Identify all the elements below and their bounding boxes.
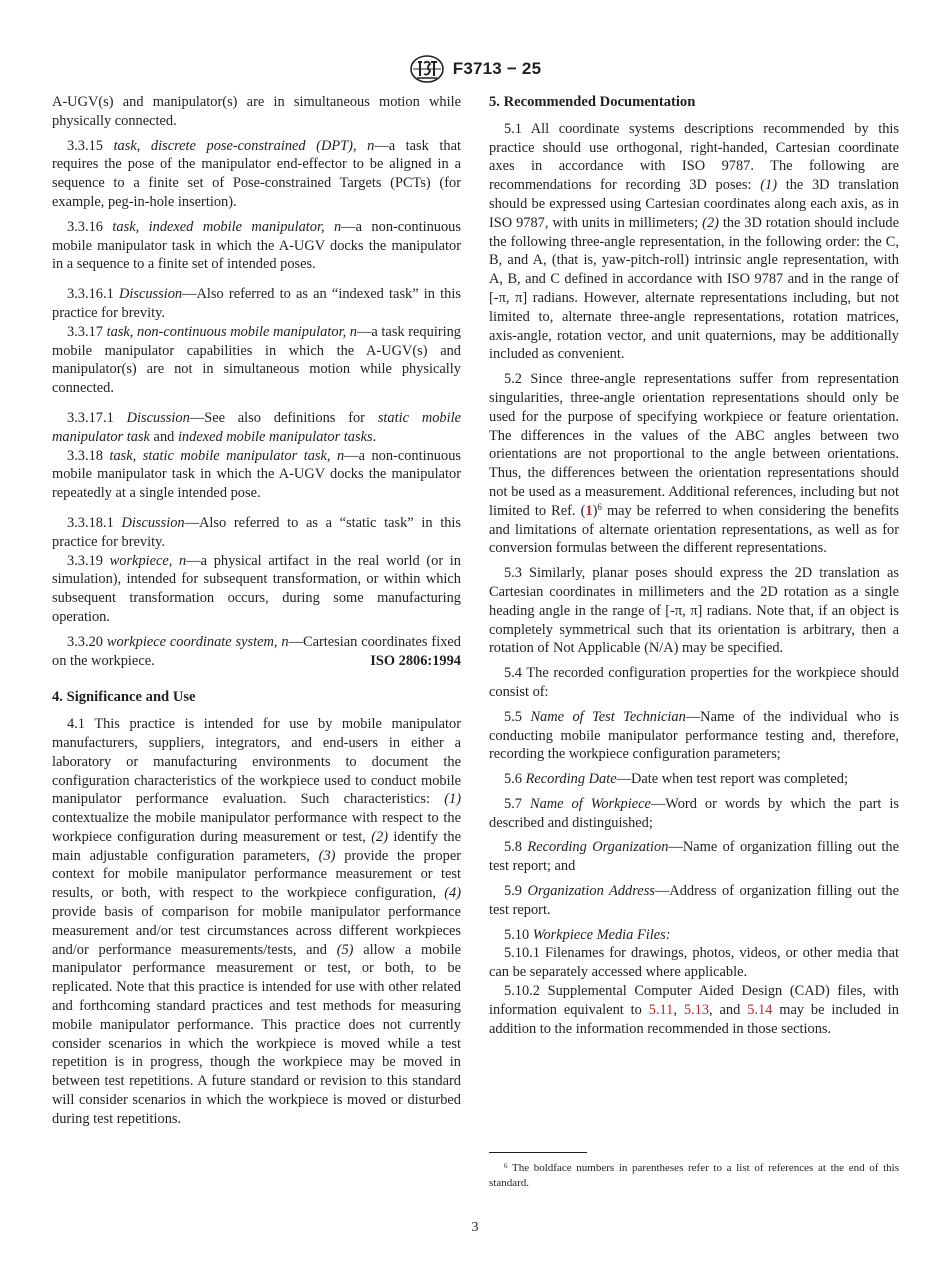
section-number: 5.2 — [504, 371, 522, 388]
footnote — [489, 1161, 899, 1191]
discussion-text: —See also definitions for — [189, 409, 378, 426]
paragraph-5-4 — [489, 664, 899, 702]
term: task, non-continuous mobile manipulator, n — [106, 323, 358, 340]
paragraph-continued: A-UGV(s) and manipulator(s) are in simultaneous motion while physically connected. — [52, 94, 461, 129]
enum-marker: (1) — [444, 791, 461, 808]
text-run: —Date when test report was completed; — [616, 771, 848, 788]
paragraph-5-3 — [489, 564, 899, 658]
definition-3-3-17 — [52, 323, 461, 398]
paragraph-4-1 — [52, 715, 461, 1129]
term: task, discrete pose-constrained (DPT), n — [113, 137, 375, 154]
section-number: 3.3.16.1 — [67, 286, 114, 303]
discussion-label: Discussion — [126, 409, 190, 426]
text-run: Similarly, planar poses should express the 2D translation as Cartesian coordinates in millimeters and the 2D rotation as a single heading angle in the range of [-π, π] radians. Note that, if an object is completely symmetrical such that its orientation is arbitrary, then a rotation of Not Applicable (N/A) may be specified. — [489, 565, 899, 657]
term: workpiece, n — [109, 552, 187, 569]
section-number: 3.3.15 — [67, 137, 103, 154]
discussion-text: —Also referred to as an “indexed task” in this practice for brevity. — [52, 286, 461, 321]
text-run: Since three-angle representations suffer from representation singularities, three-angle orientation representations should only be used for the purpose of specifying workpiece or feature orientation. The differences in the values of the ABC angles between two orientations are not proportional to the angle between orientations. Thus, the differences between the orientation representations should not be used as a measurement. Additional references, including but not limited to Ref. — [489, 371, 899, 519]
text-run: provide basis of comparison for mobile manipulator performance measurement and/or test circumstances across different workpieces and/or performance measurements/tests, and — [52, 904, 461, 958]
right-column — [489, 93, 899, 1038]
definition-text: —a physical artifact in the real world (or in simulation), intended for subsequent transformation, or within which subsequent transformation occurs, during some manufacturing operation. — [52, 552, 461, 625]
section-number: 5.6 — [504, 771, 522, 788]
definition-text: —a task requiring mobile manipulator capabilities in which the A-UGV(s) and manipulator(s) are not in simultaneous motion while physically connected. — [52, 323, 461, 397]
enum-marker: (1) — [760, 177, 778, 194]
discussion-3-3-16-1 — [52, 285, 461, 323]
section-number: 3.3.18 — [67, 447, 103, 464]
section-number: 5.10 — [504, 926, 530, 943]
paragraph-5-5 — [489, 708, 899, 764]
term: Recording Date — [525, 771, 617, 788]
definition-text: —Cartesian coordinates fixed on the workpiece. — [52, 633, 461, 669]
section-number: 5.10.2 — [504, 983, 540, 1000]
section-number: 3.3.20 — [67, 633, 103, 650]
enum-marker: (2) — [702, 214, 719, 231]
text-run: the 3D translation should be expressed using Cartesian coordinates along each axis, as in ISO 9787, with units in millimeters; — [489, 177, 899, 231]
section-number: 3.3.19 — [67, 552, 103, 569]
left-column — [52, 93, 461, 1129]
section-number: 3.3.17 — [67, 323, 103, 340]
discussion-text: . — [372, 428, 377, 445]
footnote-number: 6 — [504, 1162, 508, 1170]
footnote-marker[interactable]: 6 — [597, 501, 602, 512]
term: Name of Test Technician — [530, 708, 686, 725]
section-number: 5.7 — [504, 795, 522, 812]
section-number: 5.1 — [504, 120, 522, 137]
text-run: provide the proper context for mobile manipulator performance measurement or test results, or both, with respect to the workpiece configuration, — [52, 847, 461, 902]
term: Organization Address — [527, 883, 655, 900]
paragraph-5-10-2 — [489, 982, 899, 1038]
text-run: Supplemental Computer Aided Design (CAD) files, with information equivalent to — [489, 983, 899, 1018]
text-run: allow a mobile manipulator performance measurement or test, or both, to be replicated. Note that this practice is intended for use with other related and forthcoming standard practices and test methods for measuring mobile manipulator performance. This practice does not currently consider scenarios in which the workpiece is moved while a test repetition is in progress, though the workpiece may be moved in between test repetitions. A future standard or revision to this standard will consider scenarios in which the workpiece is moved or disturbed during test repetitions. — [52, 941, 461, 1127]
section-heading-4: 4. Significance and Use — [52, 689, 196, 706]
term: task, static mobile manipulator task, n — [109, 447, 345, 464]
page-number: 3 — [471, 1220, 479, 1235]
text-run: The recorded configuration properties for the workpiece should consist of: — [489, 665, 899, 700]
enum-marker: (2) — [371, 828, 389, 845]
standard-reference: ISO 2806:1994 — [370, 652, 461, 669]
definition-text: —a non-continuous mobile manipulator task in which the A-UGV docks the manipulator repeatedly at a single intended pose. — [52, 447, 461, 502]
section-heading-5: 5. Recommended Documentation — [489, 94, 696, 110]
section-number: 3.3.17.1 — [67, 409, 114, 426]
section-number: 3.3.18.1 — [67, 514, 114, 531]
definition-text: —a task that requires the pose of the manipulator end-effector to be aligned in a sequence to a finite set of Pose-constrained Targets (PCTs) (for example, peg-in-hole insertion). — [52, 137, 462, 210]
section-number: 4.1 — [67, 716, 85, 733]
page-header — [0, 52, 950, 86]
enum-marker: (3) — [318, 847, 336, 864]
paragraph-5-9 — [489, 882, 899, 920]
discussion-3-3-18-1 — [52, 514, 461, 552]
text-run: identify the main adjustable configuration parameters, — [52, 828, 461, 864]
term: Name of Workpiece — [529, 795, 651, 812]
discussion-3-3-17-1 — [52, 409, 461, 447]
discussion-label: Discussion — [118, 286, 183, 303]
definition-3-3-16 — [52, 218, 461, 274]
section-number: 5.4 — [504, 665, 522, 682]
text-run: —Address of organization filling out the test report. — [489, 883, 899, 918]
text-run: This practice is intended for use by mobile manipulator manufacturers, suppliers, integrators, and end-users in either a laboratory or manufacturing environments to document the configuration characteristics of the workpiece used to conduct mobile manipulator performance evaluation. Such characteristics: — [52, 716, 461, 808]
term: Workpiece Media Files: — [532, 926, 671, 943]
term: workpiece coordinate system, n — [106, 633, 289, 650]
section-number: 5.9 — [504, 883, 522, 900]
section-number: 5.5 — [504, 708, 522, 725]
footnote-divider — [489, 1152, 587, 1153]
definition-text: —a non-continuous mobile manipulator task in which the A-UGV docks the manipulator in a sequence to a finite set of intended poses. — [52, 218, 461, 273]
paragraph-5-8 — [489, 838, 899, 876]
section-link-5-13[interactable]: 5.13 — [683, 1001, 710, 1018]
section-number: 5.8 — [504, 839, 522, 856]
footnote-text: The boldface numbers in parentheses refer to a list of references at the end of this standard. — [489, 1162, 899, 1189]
paragraph-5-7 — [489, 795, 899, 833]
text-run: —Word or words by which the part is described and distinguished; — [489, 795, 899, 831]
text-run: , and — [709, 1001, 748, 1018]
text-run: may be included in addition to the information recommended in those sections. — [489, 1001, 899, 1037]
section-number: 3.3.16 — [67, 218, 103, 235]
definition-3-3-15 — [52, 137, 461, 212]
section-number: 5.10.1 — [504, 945, 540, 962]
term: task, indexed mobile manipulator, n — [112, 218, 342, 235]
section-link-5-14[interactable]: 5.14 — [747, 1001, 773, 1018]
definition-3-3-18 — [52, 447, 461, 503]
paragraph-5-2: 5.2 Since three-angle representations suffer from representation singularities, three-angle orientation representations should only be used for the purpose of specifying workpiece or feature orientation. The differences in the values of the ABC angles between two orientations are not proportional to the angle between orientations. Thus, the differences between the orientation representations should not be used as a measurement. Additional references, including but not limited to Ref. $(1)^6$ may be referred to when considering the benefits and limitations of alternate orientation representations, as well as for conversion formulas between the different representations. — [489, 371, 899, 557]
text-run: —Name of the individual who is conducting mobile manipulator performance testing and, therefore, recording the workpiece configuration parameters; — [489, 708, 899, 763]
term: Recording Organization — [527, 839, 669, 856]
term-reference: static mobile manipulator task — [52, 409, 461, 445]
text-run: the 3D rotation should include the following three-angle representation, in the following order: the C, B, and A, (that is, yaw-pitch-roll) intrinsic angle representation, with A, B, and C defined in accordance with ISO 9787 and in the range of [-π, π] radians. However, alternate representations including, but not limited to, alternate three-angle representations, rotation matrices, axis-angle, rotation vector, and unit quaternions, may be additionally included as convenient. — [489, 214, 899, 363]
text-run: , — [673, 1001, 684, 1018]
text-run: Filenames for drawings, photos, videos, or other media that can be separately accessed where applicable. — [489, 945, 899, 981]
paragraph-5-1 — [489, 120, 899, 364]
discussion-label: Discussion — [121, 514, 185, 531]
paragraph-5-10-1 — [489, 944, 899, 982]
astm-logo-icon — [409, 54, 445, 84]
discussion-text: —Also referred to as a “static task” in this practice for brevity. — [52, 514, 462, 550]
reference-link[interactable]: 1 — [585, 502, 593, 519]
enum-marker: (5) — [336, 941, 354, 958]
definition-3-3-19 — [52, 552, 461, 627]
text-run: contextualize the mobile manipulator performance with respect to the workpiece configuration during measurement or test, — [52, 810, 461, 845]
paragraph-5-10 — [489, 926, 899, 945]
text-run: All coordinate systems descriptions recommended by this practice should use orthogonal, right-handed, Cartesian coordinate axes in accordance with ISO 9787. The following are recommendations for recording 3D poses: — [489, 120, 899, 194]
enum-marker: (4) — [444, 885, 461, 902]
text-run: may be referred to when considering the benefits and limitations of alternate orientation representations, as well as for conversion formulas between the different representations. — [489, 502, 899, 557]
section-link-5-11[interactable]: 5.11 — [648, 1001, 674, 1018]
definition-3-3-20 — [52, 633, 461, 671]
document-id: F3713 − 25 — [452, 59, 542, 78]
paragraph-5-6 — [489, 770, 899, 789]
term-reference: indexed mobile manipulator tasks — [177, 428, 373, 445]
discussion-text: and — [149, 428, 178, 445]
text-run: —Name of organization filling out the test report; and — [489, 839, 899, 875]
section-number: 5.3 — [504, 565, 522, 582]
